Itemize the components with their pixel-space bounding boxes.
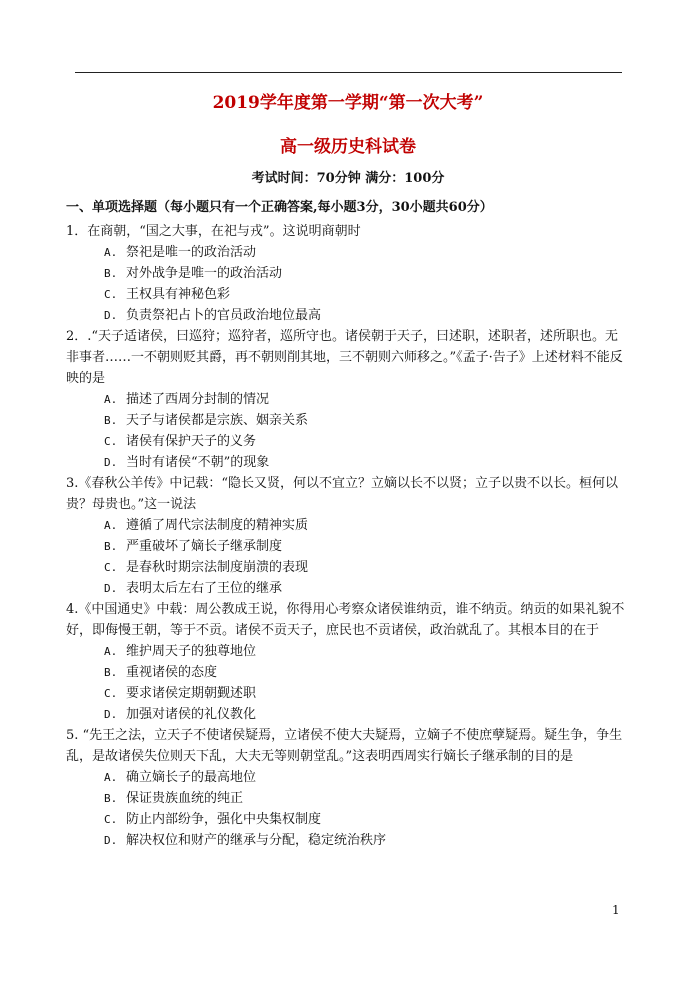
option-text: 遵循了周代宗法制度的精神实质: [126, 518, 309, 533]
option-text: 诸侯有保护天子的义务: [126, 434, 257, 449]
option-d: [66, 830, 629, 851]
option-d: [66, 704, 629, 725]
header-rule: [75, 72, 622, 73]
option-b: [66, 788, 629, 809]
option-text: 加强对诸侯的礼仪教化: [126, 707, 257, 722]
question-number: 3.: [66, 476, 79, 491]
option-letter: C.: [104, 687, 118, 700]
option-text: 维护周天子的独尊地位: [126, 644, 257, 659]
option-text: 重视诸侯的态度: [126, 665, 218, 680]
option-text: 祭祀是唯一的政治活动: [126, 245, 257, 260]
option-letter: A.: [104, 645, 118, 658]
page-number: 1: [612, 903, 620, 917]
option-a: [66, 767, 629, 788]
option-letter: C.: [104, 288, 118, 301]
option-b: [66, 662, 629, 683]
option-d: [66, 452, 629, 473]
question-number: 4.: [66, 602, 79, 617]
option-c: [66, 683, 629, 704]
question-5: [66, 725, 629, 851]
option-letter: A.: [104, 393, 118, 406]
option-d: [66, 578, 629, 599]
question-number: 1．: [66, 224, 88, 239]
option-letter: B.: [104, 792, 118, 805]
exam-title: 2019学年度第一学期“第一次大考”: [212, 93, 484, 113]
option-letter: C.: [104, 813, 118, 826]
option-text: 严重破坏了嫡长子继承制度: [126, 539, 283, 554]
option-list: [66, 515, 629, 599]
question-text: 《春秋公羊传》中记载：“隐长又贤，何以不宜立？立嫡以长不以贤；立子以贵不以长。桓何以贵？母贵也。”这一说法: [66, 476, 619, 512]
option-c: [66, 284, 629, 305]
question-text: “天子适诸侯，曰巡狩；巡狩者，巡所守也。诸侯朝于天子，曰述职，述职者，述所职也。无非事者……一不朝则贬其爵，再不朝则削其地，三不朝则六师移之。”《孟子·告子》上述材料不能反映的是: [66, 329, 623, 386]
option-letter: D.: [104, 309, 118, 322]
option-text: 表明太后左右了王位的继承: [126, 581, 283, 596]
question-text: 在商朝，“国之大事，在祀与戎”。这说明商朝时: [87, 224, 361, 239]
option-text: 天子与诸侯都是宗族、姻亲关系: [126, 413, 309, 428]
option-c: [66, 431, 629, 452]
option-text: 解决权位和财产的继承与分配，稳定统治秩序: [126, 833, 387, 848]
question-1: [66, 221, 629, 326]
option-list: [66, 242, 629, 326]
option-text: 描述了西周分封制的情况: [126, 392, 270, 407]
question-text: 《中国通史》中载：周公教成王说，你得用心考察众诸侯谁纳贡，谁不纳贡。纳贡的如果礼貌不好，即侮慢王朝，等于不贡。诸侯不贡天子，庶民也不贡诸侯，政治就乱了。其根本目的在于: [66, 602, 625, 638]
option-c: [66, 557, 629, 578]
option-text: 防止内部纷争，强化中央集权制度: [126, 812, 322, 827]
exam-time-and-score: 考试时间：70分钟 满分：100分: [251, 171, 445, 186]
question-text: “先王之法，立天子不使诸侯疑焉，立诸侯不使大夫疑焉，立嫡子不使庶孽疑焉。疑生争，争生乱，是故诸侯失位则天下乱，大夫无等则朝堂乱。”这表明西周实行嫡长子继承制的目的是: [66, 728, 623, 764]
question-number: 2．.: [66, 329, 92, 344]
option-text: 对外战争是唯一的政治活动: [126, 266, 283, 281]
option-letter: B.: [104, 666, 118, 679]
option-letter: A.: [104, 519, 118, 532]
option-c: [66, 809, 629, 830]
question-stem: [66, 326, 629, 389]
option-letter: A.: [104, 771, 118, 784]
question-stem: [66, 725, 629, 767]
option-letter: D.: [104, 708, 118, 721]
option-letter: A.: [104, 246, 118, 259]
option-d: [66, 305, 629, 326]
option-text: 负责祭祀占卜的官员政治地位最高: [126, 308, 322, 323]
option-b: [66, 410, 629, 431]
option-letter: D.: [104, 582, 118, 595]
question-stem: [66, 599, 629, 641]
option-text: 是春秋时期宗法制度崩溃的表现: [126, 560, 309, 575]
option-a: [66, 515, 629, 536]
option-letter: D.: [104, 456, 118, 469]
option-text: 王权具有神秘色彩: [126, 287, 231, 302]
option-list: [66, 767, 629, 851]
question-list: [66, 221, 629, 851]
option-list: [66, 641, 629, 725]
exam-subtitle: 高一级历史科试卷: [280, 137, 416, 157]
option-a: [66, 641, 629, 662]
option-b: [66, 263, 629, 284]
option-letter: B.: [104, 267, 118, 280]
option-text: 保证贵族血统的纯正: [126, 791, 244, 806]
section-heading: 一、单项选择题（每小题只有一个正确答案,每小题3分，30小题共60分）: [66, 200, 493, 215]
option-text: 确立嫡长子的最高地位: [126, 770, 257, 785]
option-text: 当时有诸侯“不朝”的现象: [126, 455, 270, 470]
option-letter: C.: [104, 561, 118, 574]
option-a: [66, 389, 629, 410]
question-number: 5.: [66, 728, 79, 743]
option-b: [66, 536, 629, 557]
question-stem: [66, 221, 629, 242]
question-4: [66, 599, 629, 725]
option-letter: B.: [104, 414, 118, 427]
option-letter: D.: [104, 834, 118, 847]
question-stem: [66, 473, 629, 515]
option-text: 要求诸侯定期朝觐述职: [126, 686, 257, 701]
option-letter: B.: [104, 540, 118, 553]
question-2: [66, 326, 629, 473]
option-list: [66, 389, 629, 473]
question-3: [66, 473, 629, 599]
option-a: [66, 242, 629, 263]
option-letter: C.: [104, 435, 118, 448]
